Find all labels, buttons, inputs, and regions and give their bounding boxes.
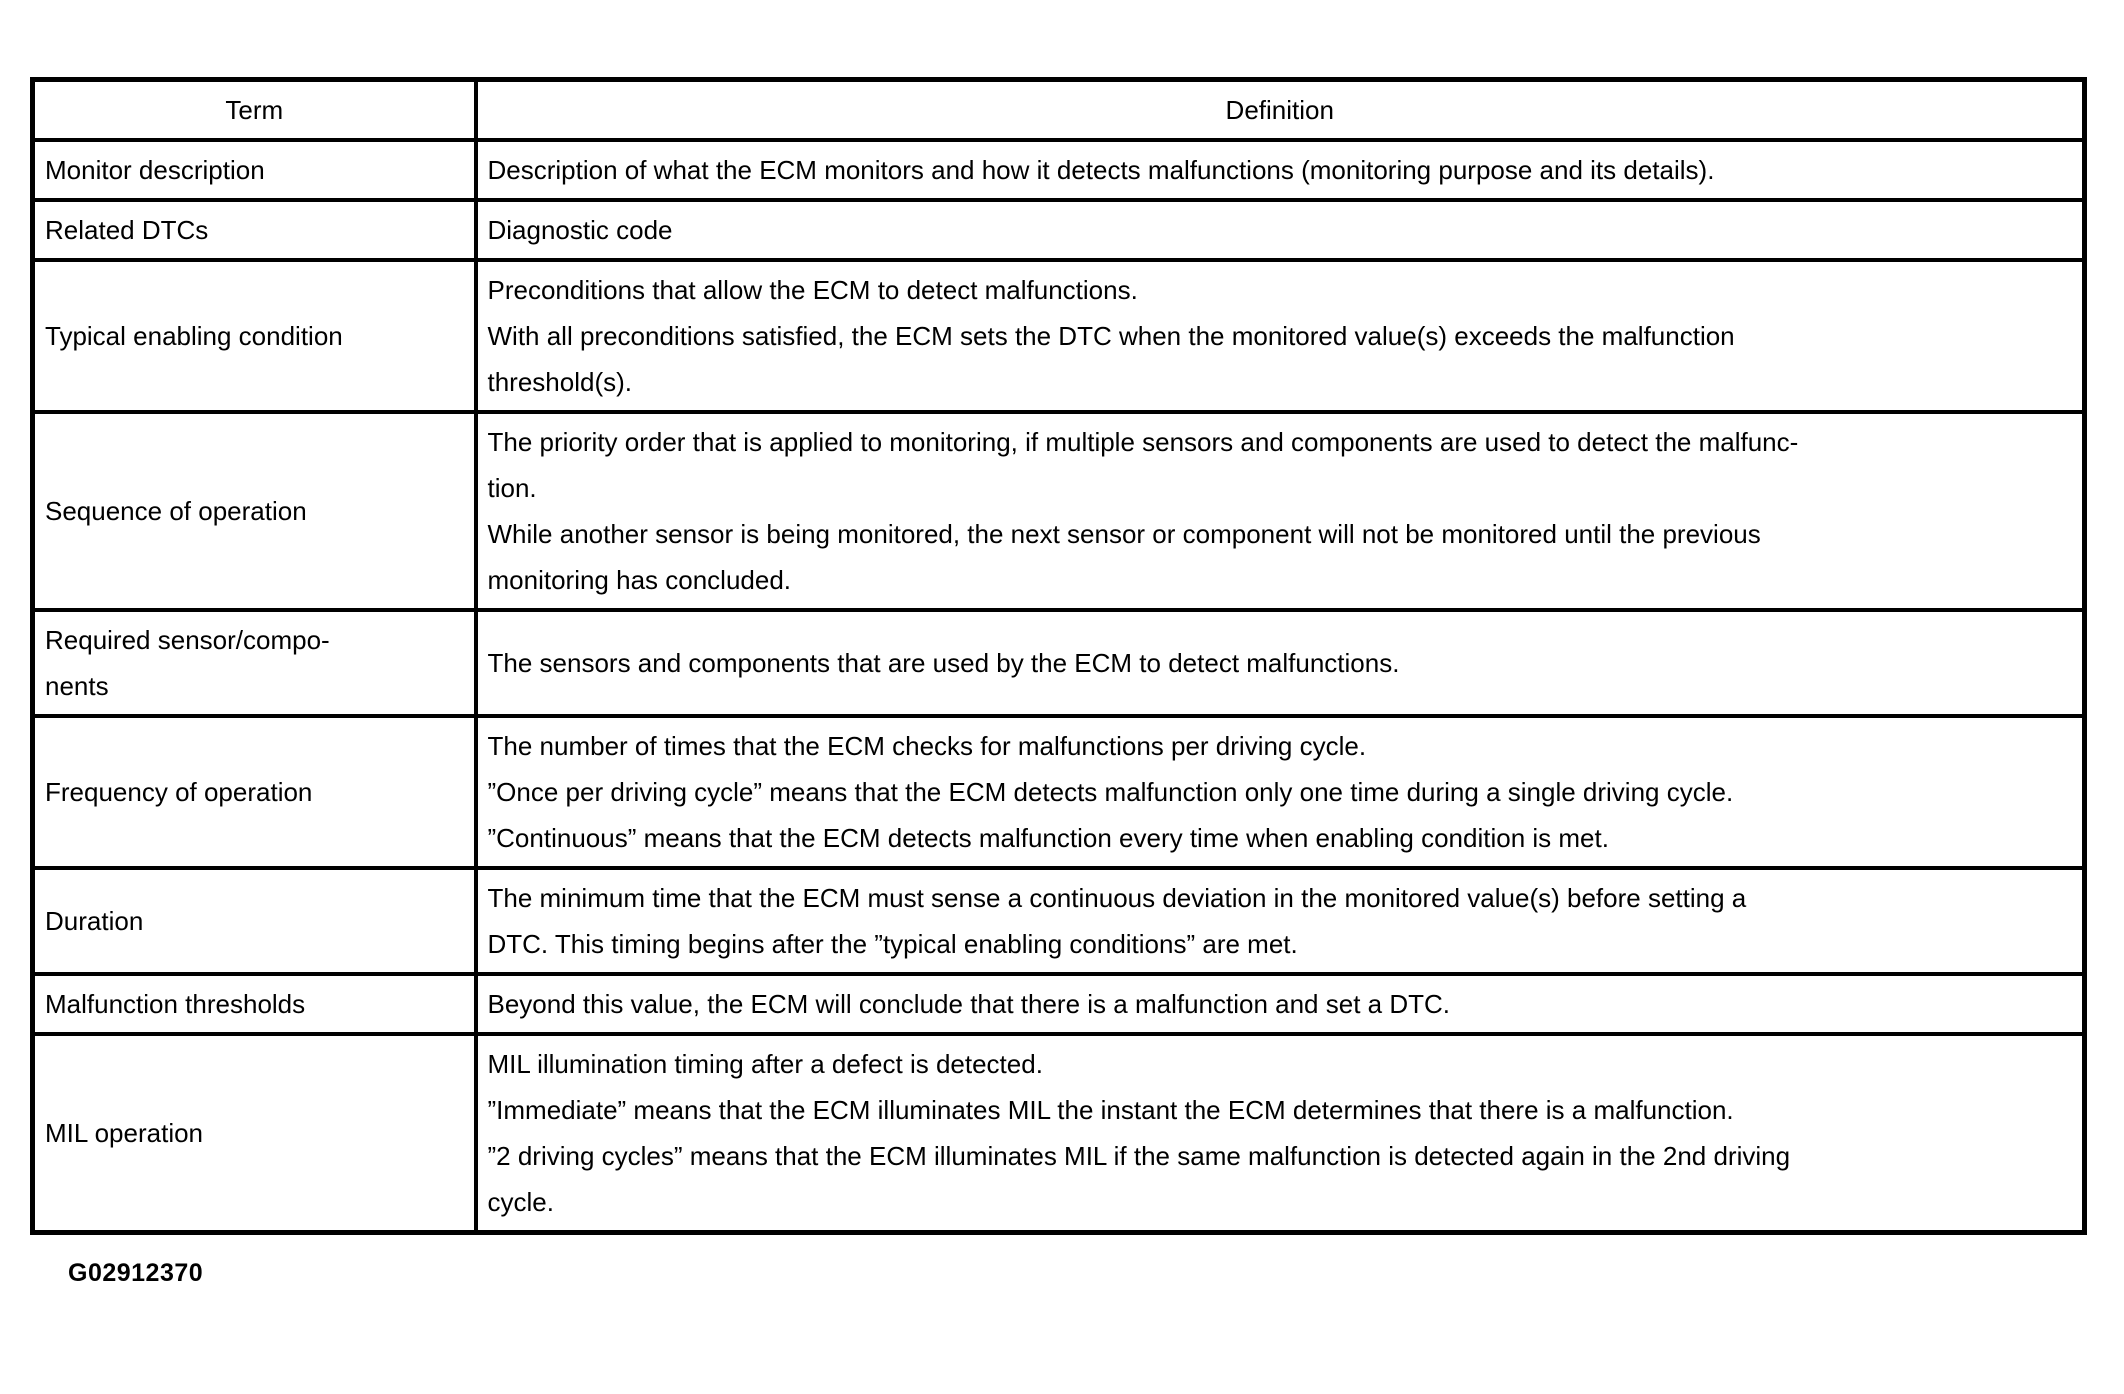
figure-id-label: G02912370	[68, 1259, 204, 1287]
text-line: The minimum time that the ECM must sense a continuous deviation in the monitored value(s) before setting a	[487, 883, 1747, 913]
definition-column-header: Definition	[476, 80, 2085, 141]
definition-cell	[476, 412, 2085, 610]
text-line: Frequency of operation	[45, 777, 313, 807]
definitions-table	[30, 77, 2087, 1235]
term-cell	[33, 412, 476, 610]
text-line: Beyond this value, the ECM will conclude that there is a malfunction and set a DTC.	[487, 989, 1450, 1019]
text-line: MIL illumination timing after a defect is detected.	[487, 1049, 1043, 1079]
table-row	[33, 200, 2085, 260]
text-line: Related DTCs	[45, 215, 209, 245]
table-row	[33, 716, 2085, 868]
text-line: MIL operation	[45, 1118, 204, 1148]
term-cell	[33, 974, 476, 1034]
definition-cell	[476, 140, 2085, 200]
text-line: The priority order that is applied to monitoring, if multiple sensors and components are used to detect the malfunc-	[487, 427, 1799, 457]
term-cell	[33, 260, 476, 412]
text-line: Description of what the ECM monitors and how it detects malfunctions (monitoring purpose and its details).	[487, 155, 1715, 185]
text-line: Sequence of operation	[45, 496, 307, 526]
term-cell	[33, 716, 476, 868]
table-row	[33, 412, 2085, 610]
table-row	[33, 974, 2085, 1034]
table-row	[33, 260, 2085, 412]
text-line: tion.	[487, 473, 537, 503]
text-line: Malfunction thresholds	[45, 989, 306, 1019]
definition-cell	[476, 260, 2085, 412]
text-line: ”Once per driving cycle” means that the ECM detects malfunction only one time during a single driving cycle.	[487, 777, 1734, 807]
term-cell	[33, 610, 476, 716]
text-line: Required sensor/compo-	[45, 625, 330, 655]
text-line: DTC. This timing begins after the ”typical enabling conditions” are met.	[487, 929, 1298, 959]
definition-cell	[476, 200, 2085, 260]
definition-cell	[476, 974, 2085, 1034]
text-line: Preconditions that allow the ECM to detect malfunctions.	[487, 275, 1138, 305]
term-column-header: Term	[33, 80, 476, 141]
term-cell	[33, 200, 476, 260]
text-line: cycle.	[487, 1187, 554, 1217]
definition-cell	[476, 868, 2085, 974]
definition-cell	[476, 610, 2085, 716]
term-cell	[33, 140, 476, 200]
text-line: monitoring has concluded.	[487, 565, 792, 595]
text-line: With all preconditions satisfied, the ECM sets the DTC when the monitored value(s) exceeds the malfunction	[487, 321, 1735, 351]
text-line: Diagnostic code	[487, 215, 673, 245]
table-header-row	[33, 80, 2085, 141]
term-cell	[33, 1034, 476, 1233]
text-line: ”Immediate” means that the ECM illuminates MIL the instant the ECM determines that there is a malfunction.	[487, 1095, 1734, 1125]
text-line: Monitor description	[45, 155, 265, 185]
table-row	[33, 868, 2085, 974]
text-line: The number of times that the ECM checks for malfunctions per driving cycle.	[487, 731, 1367, 761]
text-line: threshold(s).	[487, 367, 632, 397]
table-row	[33, 140, 2085, 200]
text-line: nents	[45, 671, 109, 701]
text-line: Duration	[45, 906, 144, 936]
table-row	[33, 1034, 2085, 1233]
term-cell	[33, 868, 476, 974]
text-line: Typical enabling condition	[45, 321, 343, 351]
definition-cell	[476, 1034, 2085, 1233]
text-line: ”Continuous” means that the ECM detects malfunction every time when enabling condition is met.	[487, 823, 1609, 853]
table-row	[33, 610, 2085, 716]
text-line: The sensors and components that are used by the ECM to detect malfunctions.	[487, 648, 1400, 678]
text-line: While another sensor is being monitored, the next sensor or component will not be monitored until the previous	[487, 519, 1761, 549]
definition-cell	[476, 716, 2085, 868]
text-line: ”2 driving cycles” means that the ECM illuminates MIL if the same malfunction is detected again in the 2nd driving	[487, 1141, 1791, 1171]
